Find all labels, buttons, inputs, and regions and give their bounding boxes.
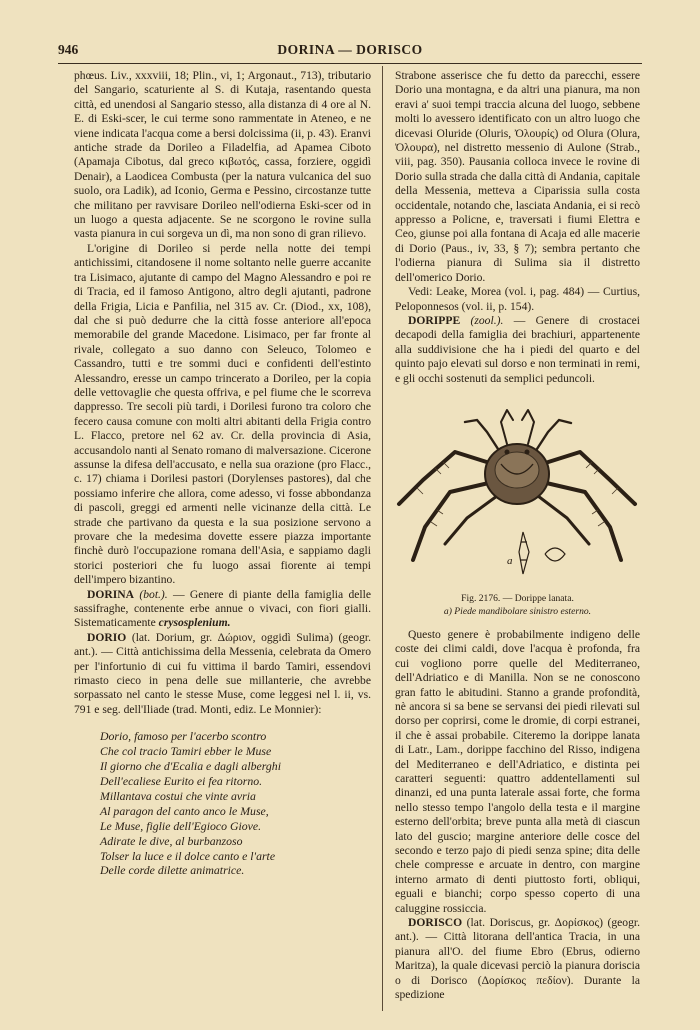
dorio-entry [74,631,371,717]
poem-line: Dell'ecaliese Eurito ei fea ritorno. [100,774,263,788]
dorio-references: Vedi: Leake, Morea (vol. i, pag. 484) — Curtius, Peloponnesos (vol. ii, p. 154). [395,285,640,313]
left-column [74,69,371,878]
figure-label-a: a [507,554,513,567]
dorippe-headword: DORIPPE [408,313,461,327]
dorina-entry [74,588,371,631]
dorileo-history-paragraph: L'origine di Dorileo si perde nella notte dei tempi antichissimi, citandosene il nome soltanto nelle guerre accanite tra Lisimaco, ajutante di campo del Magno Alessandro e poi re di Tracia, ed il famoso Antigono, altro degli ajutanti, padrone della Frigia, Licia e Panfilia, nel 315 av. Cr. (Diod., xx, 108), dal che si può dedurre che la città fosse anteriore all'epoca memorabile del grande Macedone. Lisimaco, per far fronte al rivale, collegato a suo danno con Seleuco, Tolomeo e Cassandro, tutti e tre sommi duci e confidenti dell'estinto Alessandro, eresse un campo trincerato a Dorileo, per la copia delle vettovaglie che questa offriva, e pel fiume che le scorreva dappresso. Tre secoli più tardi, i Dorilesi furono tra coloro che fecero causa comune con molti altri abitanti della Frigia contro L. Flacco, pretore nel 62 av. Cr. della provincia di Asia, accusandolo nanti al Senato romano di malversazione. Cicerone assunse la difesa dell'accusato, e nella sua orazione (pro Flacc., c. 17) chiama i Dorilesi pastori (Dorylenses pastores), dal che possiamo inferire che allora, come adesso, vi fosse abbondanza di pascoli, greggi ed armenti nelle vicinanze della città. Le strade che partivano da questa e la sua posizione servono a provare che la medesima dovette essere piazza importante finchè durò l'occupazione romana dell'Asia, e sappiamo dagli storici posteriori che fu luogo assai fiorente ai tempi dell'impero bizantino. [74,241,371,587]
poem-line: Le Muse, figlie dell'Egioco Giove. [100,818,262,833]
dorio-continuation-paragraph: Strabone asserisce che fu detto da parecchi, essere Dorio una montagna, e da altri una pianura, ma non eravi a' suoi tempi traccia alcuna del luogo, sebbene molti lo avessero identificato con un altro luogo che dicevasi Oluride (Oluris, Ὀλουρίς) od Olura (Olura, Ὀλουρα), nel distretto messenio di Aulone (Strab., viii, pag. 350). Pausania colloca invece le rovine di Dorio sulla strada che dalla città di Andania, capitale della Messenia, metteva a Ciparissia sulla costa occidentale, notando che, lasciata Andania, ei si recò appresso a Policne, e, traversati i fiumi Elettra e Ceo, giunse poi alla fontana di Acaja ed alle macerie di Dorio (Paus., iv, 33, § 7); sembra pertanto che l'odierna pianura di Sulima sia il distretto dell'omerico Dorio. [395,69,640,284]
poem-line: Al paragon del canto anco le Muse, [100,803,269,818]
dorina-definition: — Genere di piante della famiglia delle sassifraghe, contenente erbe annue o vivaci, con fiori gialli. Sistematicamente [74,587,372,630]
dorina-species: crysosplenium. [158,616,231,630]
poem-line: Adirate le dive, al burbanzoso [100,833,243,848]
dorippe-entry [395,314,640,386]
poem-line: Millantava costui che vinte avria [100,788,256,803]
figure-subcaption: a) Piede mandibolare sinistro esterno. [443,605,592,617]
dorina-headword: DORINA [87,587,135,601]
poem-line: Il giorno che d'Ecalia e dagli alberghi [100,759,281,774]
dorileo-continuation-paragraph: phœus. Liv., xxxviii, 18; Plin., vi, 1; Argonaut., 713), tributario del Sangario, scaturiente al S. di Kutaja, rasentando questa città, ed unendosi al Sangario stesso, alla distanza di 4 ore al N. E. di Eski-scer, le cui terme sono rammentate in Ateneo, e ne viene indicata l'acqua come a bersi dolcissima (ii, p. 43). Eranvi antiche strade da Dorileo a Filadelfia, ad Apamea Ciboto (Apamaja Cibotus, dal greco κιβωτός, cassa, forziere, oggidì Denair), a Laodicea Combusta (per la natura vulcanica del suo suolo, ora Ladik), ad Iconio, Germa e Pessino, circostanze tutte che militano per ravvisare Dorileo nell'odierna Eski-scer od in un luogo a questa adjacente. Se ne scorgono le rovine sulla vasta pianura in cui sorgeva un dì, ma non sono di gran rilievo. [74,69,371,241]
column-divider [382,66,383,1011]
dorio-definition: (lat. Dorium, gr. Δώριον, oggidì Sulima) (geogr. ant.). — Città antichissima della Messenia, celebrata da Omero per l'infortunio di cui fu vittima il bardo Tamiri, essendovi rimasto cieco in pena delle sue millanterie, che avrebbe sorpassato nel canto le stesse Muse, come leggesi nel l. ii, vs. 791 e seg. dell'Iliade (trad. Monti, ediz. Le Monnier): [74,630,371,716]
dorina-category: (bot.). [139,587,168,601]
dorisco-entry [395,916,640,1002]
dorisco-definition: (lat. Doriscus, gr. Δορίσκος) (geogr. ant.). — Città litorana dell'antica Tracia, in una pianura all'O. del fiume Ebro (Ebrus, odierno Maritza), la quale dicevasi perciò la pianura doriscia o di Dorisco (Δορίσκος πεδίον). Durante la spedizione [395,916,640,1002]
dorippe-crab-drawing [395,392,640,590]
dorisco-headword: DORISCO [408,916,463,930]
poem-line: Delle corde dilette animatrice. [100,863,245,878]
dorio-headword: DORIO [87,630,127,644]
header-rule [58,63,642,64]
crab-illustration [395,392,640,590]
page-number: 946 [58,42,79,57]
dorippe-category: (zool.). [470,313,504,327]
dorippe-description-paragraph: Questo genere è probabilmente indigeno delle coste dei climi caldi, dove l'acqua è profonda, fra cui vogliono porre quelle del Mediterraneo, dell'Adriatico e di Manilla. Non se ne conoscono gran fatto le abitudini. Stanno a grande profondità, nè ancora si sa bene se servansi dei piedi rilevati sul dorso per coprirsi, come le dromie, di corpi estranei, il che è assai probabile. Citeremo la dorippe lanata di Latr., Lam., dorippe facchino del Risso, indigena del Mediterraneo e dell'Adriatico, e distinta pei caratteri seguenti: quattro addentellamenti sul dinanzi, ed una punta laterale assai forte, che forma nello stesso tempo l'angolo della testa e il margine esterno dell'orbita; breve punta alla metà di ciascun lato del guscio; margine anteriore delle cosce del secondo e terzo pajo di piedi senza spine; dita delle chele compresse e arcuate in dentro, con margine interno armato di denti piuttosto forti, obliqui, eguali e bianchi; corpo spesso coperto di una caluggine rossiccia. [395,627,640,915]
dorippe-definition: — Genere di crostacei decapodi della famiglia dei brachiuri, appartenente alla suddivisione che ha i piedi del quarto e del quinto pajo elevati sul dorso e non terminati in remi, e gli occhi sostenuti da semplici peduncoli. [395,313,640,385]
figure-caption: Fig. 2176. — Dorippe lanata. [461,592,574,604]
poem-line: Dorio, famoso per l'acerbo scontro [100,729,267,744]
poem-line: Tolser la luce e il dolce canto e l'arte [100,848,276,863]
page-header [58,42,642,62]
right-column [395,69,640,1003]
poem-line: Che col tracio Tamiri ebber le Muse [100,744,272,759]
iliad-quotation [100,729,371,878]
running-title: DORINA — DORISCO [277,42,423,57]
